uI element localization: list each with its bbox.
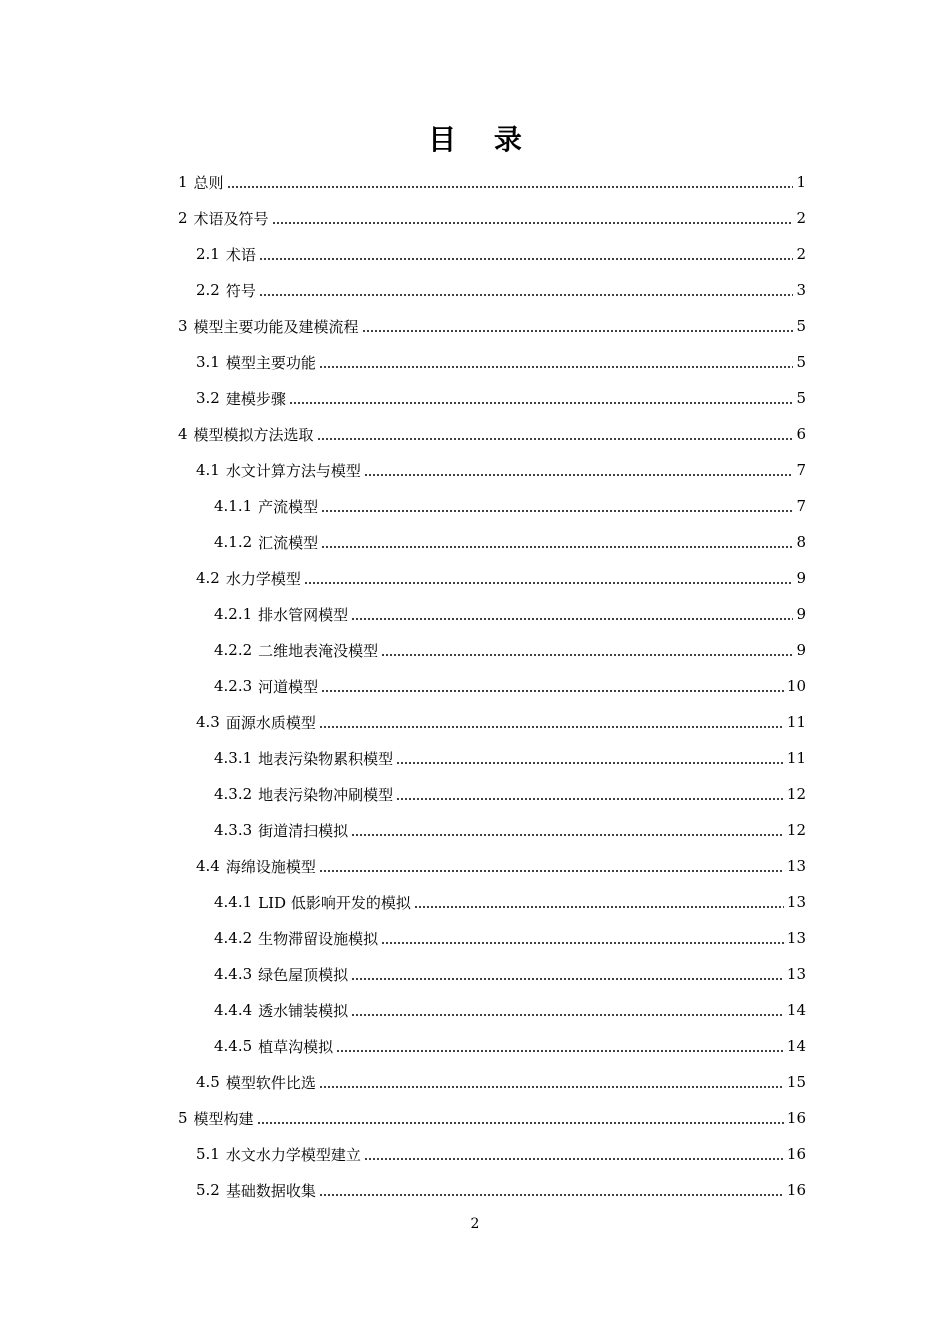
dot-leader [319, 870, 784, 872]
toc-entry-title: 排水管网模型 [258, 605, 349, 624]
toc-entry-page: 5 [796, 317, 806, 335]
toc-entry-title: 面源水质模型 [225, 713, 316, 732]
toc-entry[interactable] [0, 560, 950, 596]
toc-entry-page: 2 [796, 209, 806, 227]
toc-entry-page: 14 [786, 1037, 806, 1055]
dot-leader [351, 618, 793, 620]
toc-entry[interactable] [0, 632, 950, 668]
toc-entry-page: 5 [796, 389, 806, 407]
dot-leader [396, 762, 784, 764]
toc-entry-title: 术语 [225, 245, 256, 264]
toc-entry[interactable] [0, 380, 950, 416]
dot-leader [317, 438, 794, 440]
toc-entry[interactable] [0, 1136, 950, 1172]
toc-entry[interactable] [0, 488, 950, 524]
toc-entry[interactable] [0, 704, 950, 740]
toc-entry-title: 产流模型 [258, 497, 319, 516]
dot-leader [362, 330, 794, 332]
toc-entry-page: 13 [786, 965, 806, 983]
toc-entry-number: 4.1.2 [214, 533, 253, 551]
toc-entry-page: 7 [796, 497, 806, 515]
toc-entry-number: 4.2.2 [214, 641, 253, 659]
dot-leader [259, 258, 794, 260]
toc-entry-number: 4.2.1 [214, 605, 253, 623]
toc-entry-number: 2.1 [196, 245, 220, 263]
toc-entry-title: 模型构建 [193, 1109, 254, 1128]
toc-entry-page: 3 [796, 281, 806, 299]
toc-entry-page: 13 [786, 857, 806, 875]
toc-entry-title: 术语及符号 [193, 209, 269, 228]
toc-entry-title: 符号 [225, 281, 256, 300]
dot-leader [319, 1194, 784, 1196]
dot-leader [319, 726, 784, 728]
toc-entry[interactable] [0, 848, 950, 884]
toc-entry-title: 水文水力学模型建立 [225, 1145, 361, 1164]
toc-entry-number: 3.1 [196, 353, 220, 371]
toc-entry[interactable] [0, 1028, 950, 1064]
toc-entry-title: 总则 [193, 173, 224, 192]
toc-entry-number: 4.2.3 [214, 677, 253, 695]
toc-entry-page: 5 [796, 353, 806, 371]
toc-entry-page: 16 [786, 1145, 806, 1163]
dot-leader [351, 978, 784, 980]
toc-entry-page: 10 [786, 677, 806, 695]
toc-entry-number: 4.4.5 [214, 1037, 253, 1055]
toc-entry-title: 地表污染物冲刷模型 [258, 785, 394, 804]
dot-leader [414, 906, 784, 908]
toc-entry-title: 模型模拟方法选取 [193, 425, 314, 444]
toc-entry-title: 水力学模型 [225, 569, 301, 588]
dot-leader [319, 366, 794, 368]
toc-entry-title: 河道模型 [258, 677, 319, 696]
toc-entry-page: 13 [786, 929, 806, 947]
toc-entry-number: 4.2 [196, 569, 220, 587]
dot-leader [272, 222, 794, 224]
toc-entry-page: 14 [786, 1001, 806, 1019]
toc-entry[interactable] [0, 1064, 950, 1100]
toc-entry-title: 生物滞留设施模拟 [258, 929, 379, 948]
toc-entry-number: 4.4.2 [214, 929, 253, 947]
toc-entry-title: 模型软件比选 [225, 1073, 316, 1092]
toc-entry-page: 12 [786, 821, 806, 839]
toc-entry-number: 5 [178, 1109, 188, 1127]
toc-entry-number: 4.4.4 [214, 1001, 253, 1019]
toc-entry[interactable] [0, 776, 950, 812]
toc-entry[interactable] [0, 1172, 950, 1208]
toc-entry-number: 4.1.1 [214, 497, 253, 515]
toc-entry-title: 模型主要功能 [225, 353, 316, 372]
dot-leader [304, 582, 794, 584]
dot-leader [336, 1050, 784, 1052]
toc-entry-page: 1 [796, 173, 806, 191]
toc-entry-page: 13 [786, 893, 806, 911]
toc-entry-number: 5.1 [196, 1145, 220, 1163]
dot-leader [227, 186, 794, 188]
toc-entry[interactable] [0, 596, 950, 632]
dot-leader [257, 1122, 784, 1124]
dot-leader [321, 546, 793, 548]
toc-entry-number: 1 [178, 173, 188, 191]
toc-entry-number: 4.3.1 [214, 749, 253, 767]
toc-entry[interactable] [0, 416, 950, 452]
toc-entry-title: 绿色屋顶模拟 [258, 965, 349, 984]
toc-entry-number: 2.2 [196, 281, 220, 299]
toc-entry[interactable] [0, 344, 950, 380]
toc-entry[interactable] [0, 812, 950, 848]
toc-entry-title: 汇流模型 [258, 533, 319, 552]
toc-entry-title: 透水铺装模拟 [258, 1001, 349, 1020]
toc-entry[interactable] [0, 668, 950, 704]
toc-entry-number: 4.4.3 [214, 965, 253, 983]
toc-entry[interactable] [0, 200, 950, 236]
dot-leader [289, 402, 794, 404]
toc-entry-page: 6 [796, 425, 806, 443]
toc-entry-number: 2 [178, 209, 188, 227]
toc-entry[interactable] [0, 164, 950, 200]
toc-entry-title: LID 低影响开发的模拟 [258, 893, 411, 912]
toc-entry[interactable] [0, 272, 950, 308]
toc-entry[interactable] [0, 740, 950, 776]
dot-leader [351, 834, 784, 836]
toc-entry-number: 4.5 [196, 1073, 220, 1091]
dot-leader [364, 1158, 784, 1160]
dot-leader [381, 654, 793, 656]
dot-leader [321, 690, 784, 692]
toc-entry-page: 16 [786, 1181, 806, 1199]
toc-entry-number: 3 [178, 317, 188, 335]
toc-entry[interactable] [0, 920, 950, 956]
toc-entry-number: 4.3.3 [214, 821, 253, 839]
toc-entry-title: 植草沟模拟 [258, 1037, 334, 1056]
toc-entry-page: 8 [796, 533, 806, 551]
toc-entry-title: 地表污染物累积模型 [258, 749, 394, 768]
toc-entry-page: 16 [786, 1109, 806, 1127]
toc-entry[interactable] [0, 992, 950, 1028]
toc-entry[interactable] [0, 1100, 950, 1136]
toc-entry-number: 3.2 [196, 389, 220, 407]
toc-entry[interactable] [0, 236, 950, 272]
toc-entry-title: 模型主要功能及建模流程 [193, 317, 359, 336]
dot-leader [364, 474, 794, 476]
toc-entry-page: 12 [786, 785, 806, 803]
toc-entry-page: 15 [786, 1073, 806, 1091]
toc-entry-number: 4.3.2 [214, 785, 253, 803]
page-number: 2 [470, 1216, 480, 1232]
toc-entry[interactable] [0, 524, 950, 560]
toc-entry-page: 9 [796, 641, 806, 659]
toc-entry-title: 建模步骤 [225, 389, 286, 408]
toc-entry-title: 基础数据收集 [225, 1181, 316, 1200]
dot-leader [381, 942, 784, 944]
dot-leader [259, 294, 794, 296]
table-of-contents [0, 164, 950, 1208]
toc-entry-number: 4.4 [196, 857, 220, 875]
toc-entry-title: 海绵设施模型 [225, 857, 316, 876]
toc-entry-number: 5.2 [196, 1181, 220, 1199]
dot-leader [319, 1086, 784, 1088]
toc-entry-page: 7 [796, 461, 806, 479]
toc-entry-page: 11 [786, 713, 806, 731]
toc-entry-page: 2 [796, 245, 806, 263]
toc-entry[interactable] [0, 956, 950, 992]
toc-entry-page: 9 [796, 569, 806, 587]
toc-entry-number: 4.3 [196, 713, 220, 731]
dot-leader [351, 1014, 784, 1016]
toc-entry-title: 街道清扫模拟 [258, 821, 349, 840]
page-title: 目 录 [428, 123, 536, 156]
dot-leader [396, 798, 784, 800]
toc-entry-number: 4.1 [196, 461, 220, 479]
toc-entry-title: 二维地表淹没模型 [258, 641, 379, 660]
toc-entry-number: 4.4.1 [214, 893, 253, 911]
toc-entry-page: 9 [796, 605, 806, 623]
toc-entry[interactable] [0, 452, 950, 488]
toc-entry-number: 4 [178, 425, 188, 443]
toc-entry-page: 11 [786, 749, 806, 767]
dot-leader [321, 510, 793, 512]
toc-entry-title: 水文计算方法与模型 [225, 461, 361, 480]
toc-entry[interactable] [0, 884, 950, 920]
toc-entry[interactable] [0, 308, 950, 344]
